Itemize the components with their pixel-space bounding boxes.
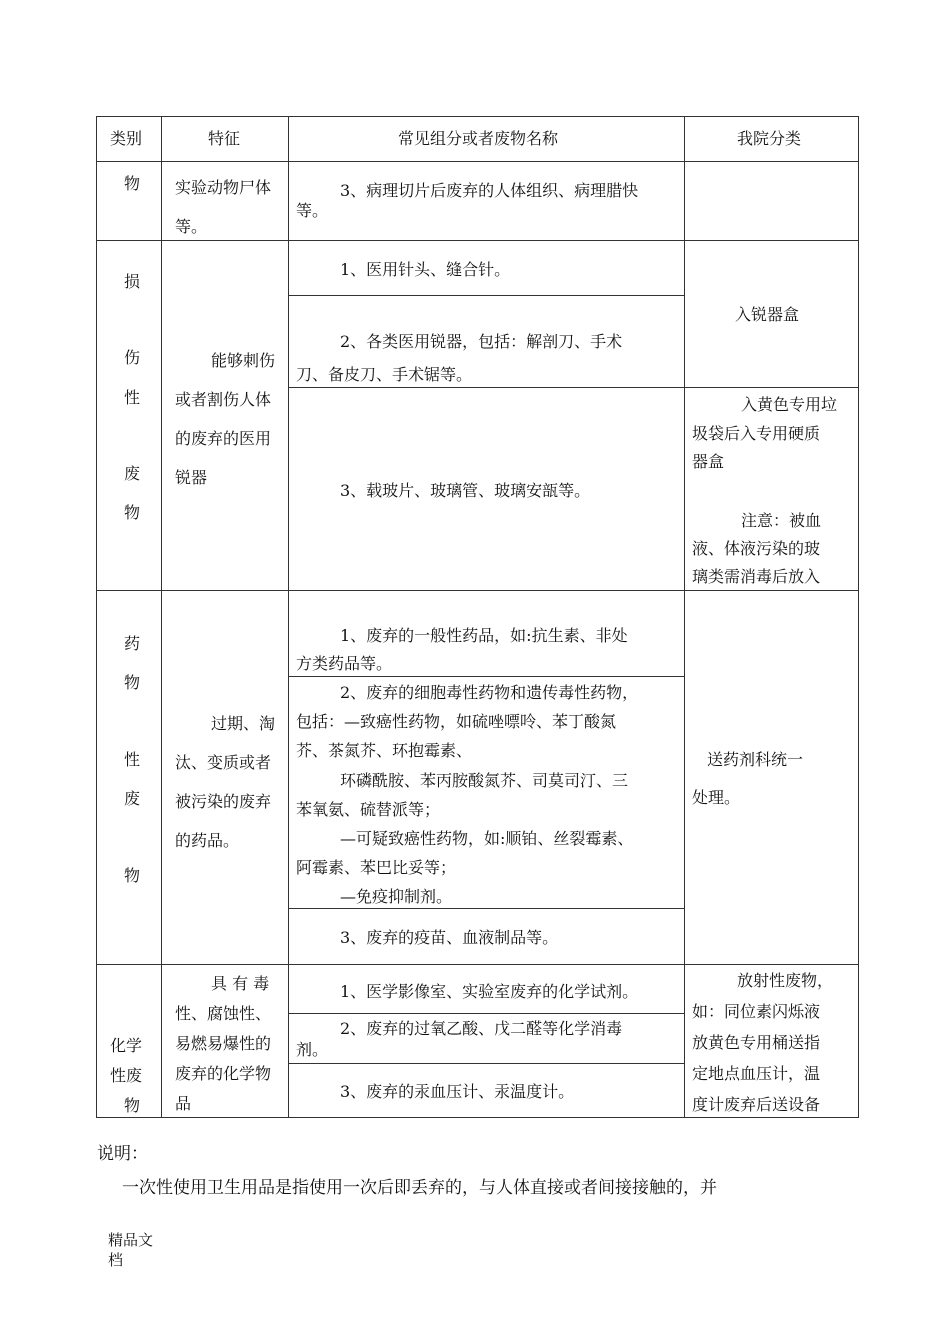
chemical-feature-line: 具 有 毒 (211, 974, 270, 993)
sharps-feature-line: 或者割伤人体 (175, 390, 272, 409)
row-divider-2 (96, 590, 859, 591)
sharps-category-char: 物 (124, 503, 141, 522)
pharma-class-line: 送药剂科统一 (707, 750, 804, 769)
sharps-item-1: 1、医用针头、缝合针。 (340, 260, 511, 279)
pharma-feature-line: 过期、淘 (211, 714, 276, 733)
pharma-category-char: 废 (124, 789, 141, 808)
sharps-subrow-line-1 (288, 295, 685, 296)
chemical-subrow-line-1 (288, 1013, 685, 1014)
chemical-item-1: 1、医学影像室、实验室废弃的化学试剂。 (340, 982, 639, 1001)
footer-watermark-line: 精品文 (108, 1231, 154, 1249)
pharma-item-2-line: 2、废弃的细胞毒性药物和遗传毒性药物， (340, 683, 639, 702)
pharma-item-2-line: 包括：—致癌性药物，如硫唑嘌呤、苯丁酸氮 (296, 712, 617, 731)
pharma-category-char: 药 (124, 634, 141, 653)
sharps-category-char: 损 (124, 272, 141, 291)
chemical-category-line: 性废 (110, 1066, 143, 1085)
chemical-subrow-line-2 (288, 1063, 685, 1064)
table-border-top (96, 116, 859, 117)
pathological-item-line: 等。 (296, 201, 329, 220)
pharma-item-2-line: 苯氧氨、硫替派等； (296, 800, 441, 819)
sharps-note-line: 注意：被血 (741, 511, 822, 530)
header-components: 常见组分或者废物名称 (398, 129, 559, 148)
pharma-feature-line: 的药品。 (175, 831, 240, 850)
header-feature: 特征 (208, 129, 241, 148)
header-bottom-line (96, 161, 859, 162)
chemical-category-line: 化学 (110, 1036, 143, 1055)
table-border-right (858, 116, 859, 1118)
chemical-class-line: 定地点血压计，温 (692, 1064, 821, 1083)
pathological-item-line: 3、病理切片后废弃的人体组织、病理腊快 (340, 181, 639, 200)
sharps-note-line: 液、体液污染的玻 (692, 539, 821, 558)
pharma-item-2-line: 阿霉素、苯巴比妥等； (296, 858, 457, 877)
row-divider-1 (96, 240, 859, 241)
pharma-item-1-line: 1、废弃的一般性药品，如:抗生素、非处 (340, 626, 628, 645)
sharps-class-line: 圾袋后入专用硬质 (692, 424, 821, 443)
pharma-class-line: 处理。 (692, 788, 741, 807)
table-divider-category (161, 116, 162, 1118)
pharma-feature-line: 汰、变质或者 (175, 753, 272, 772)
sharps-item-3: 3、载玻片、玻璃管、玻璃安瓿等。 (340, 481, 591, 500)
sharps-feature-line: 的废弃的医用 (175, 429, 272, 448)
header-classification: 我院分类 (737, 129, 802, 148)
pathological-feature-line: 实验动物尸体 (175, 178, 272, 197)
chemical-feature-line: 易燃易爆性的 (175, 1034, 272, 1053)
pharma-category-char: 性 (124, 750, 141, 769)
sharps-class-line: 器盒 (692, 452, 725, 471)
pharma-item-2-line: —可疑致癌性药物，如:顺铂、丝裂霉素、 (340, 829, 634, 848)
chemical-feature-line: 废弃的化学物 (175, 1064, 272, 1083)
sharps-category-char: 性 (124, 388, 141, 407)
sharps-feature-line: 锐器 (175, 468, 208, 487)
sharps-class-line: 入黄色专用垃 (741, 395, 838, 414)
sharps-category-char: 伤 (124, 348, 141, 367)
chemical-feature-line: 性、腐蚀性、 (175, 1004, 272, 1023)
chemical-category-line: 物 (124, 1096, 141, 1115)
pharma-category-char: 物 (124, 866, 141, 885)
footer-watermark-line: 档 (108, 1251, 124, 1269)
header-category: 类别 (110, 129, 143, 148)
chemical-item-2-line: 剂。 (296, 1040, 329, 1059)
chemical-class-line: 度计废弃后送设备 (692, 1095, 821, 1114)
sharps-category-char: 废 (124, 464, 141, 483)
notes-label: 说明： (97, 1144, 148, 1164)
chemical-class-line: 放黄色专用桶送指 (692, 1033, 821, 1052)
pharma-subrow-line-2 (288, 908, 685, 909)
pathological-feature-line: 等。 (175, 217, 208, 236)
chemical-class-line: 如：同位素闪烁液 (692, 1002, 821, 1021)
chemical-item-2-line: 2、废弃的过氧乙酸、戊二醛等化学消毒 (340, 1019, 623, 1038)
table-divider-components (684, 116, 685, 1118)
pharma-category-char: 物 (124, 673, 141, 692)
pharma-item-3: 3、废弃的疫苗、血液制品等。 (340, 928, 559, 947)
pharma-item-2-line: 环磷酰胺、苯丙胺酸氮芥、司莫司汀、三 (340, 771, 629, 790)
notes-paragraph: 一次性使用卫生用品是指使用一次后即丢弃的，与人体直接或者间接接触的，并 (122, 1178, 717, 1198)
pharma-item-2-line: —免疫抑制剂。 (340, 887, 453, 906)
chemical-item-3: 3、废弃的汞血压计、汞温度计。 (340, 1082, 575, 1101)
sharps-item-2-line: 刀、备皮刀、手术锯等。 (296, 365, 473, 384)
chemical-feature-line: 品 (175, 1094, 192, 1113)
pharma-item-1-line: 方类药品等。 (296, 654, 393, 673)
table-border-left (96, 116, 97, 1118)
table-divider-feature (288, 116, 289, 1118)
sharps-item-2-line: 2、各类医用锐器，包括：解剖刀、手术 (340, 332, 623, 351)
pharma-subrow-line-1 (288, 676, 685, 677)
pharma-item-2-line: 芥、茶氮芥、环抱霉素、 (296, 741, 473, 760)
sharps-feature-line: 能够刺伤 (211, 351, 276, 370)
sharps-class-top: 入锐器盒 (735, 305, 800, 324)
chemical-class-line: 放射性废物， (737, 971, 834, 990)
row-divider-3 (96, 964, 859, 965)
sharps-subrow-line-2 (288, 387, 859, 388)
pharma-feature-line: 被污染的废弃 (175, 792, 272, 811)
pathological-category: 物 (124, 174, 141, 193)
table-border-bottom (96, 1117, 859, 1118)
sharps-note-line: 璃类需消毒后放入 (692, 567, 821, 586)
